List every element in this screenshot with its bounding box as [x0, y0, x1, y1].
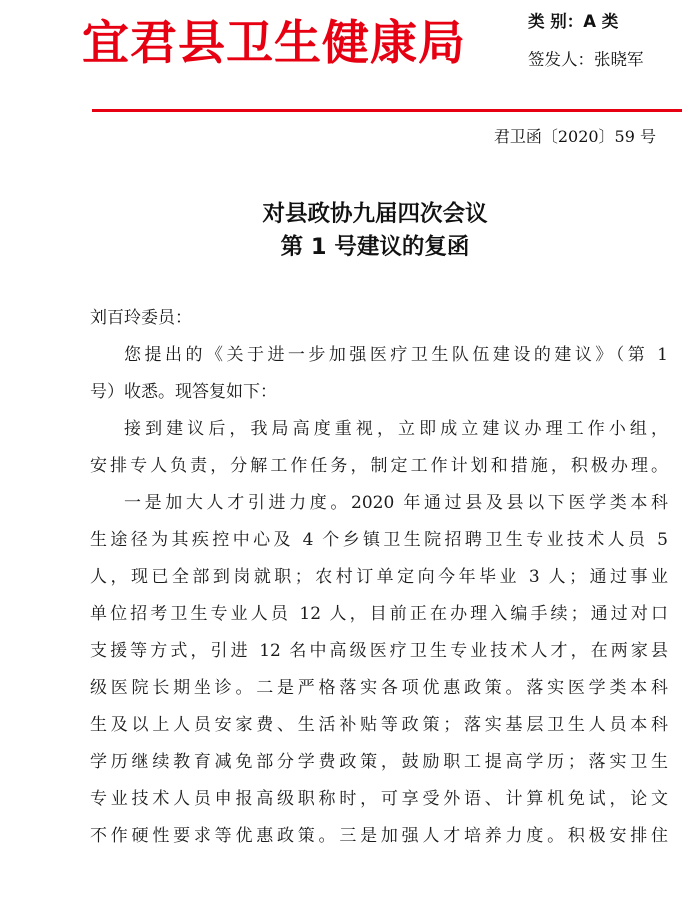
body-line: 学历继续教育减免部分学费政策，鼓励职工提高学历；落实卫生 [90, 752, 668, 772]
salutation: 刘百玲委员： [90, 308, 192, 328]
body-line: 您提出的《关于进一步加强医疗卫生队伍建设的建议》（第 1 [124, 345, 668, 365]
body-line: 不作硬性要求等优惠政策。三是加强人才培养力度。积极安排住 [90, 826, 668, 846]
document-title-line-1: 对县政协九届四次会议 [262, 201, 488, 227]
document-signer: 签发人：张晓军 [528, 50, 644, 69]
body-line: 专业技术人员申报高级职称时，可享受外语、计算机免试，论文 [90, 789, 668, 809]
document-category: 类 别：A 类 [528, 12, 619, 31]
body-line: 生途径为其疾控中心及 4 个乡镇卫生院招聘卫生专业技术人员 5 [90, 530, 668, 550]
body-line: 生及以上人员安家费、生活补贴等政策；落实基层卫生人员本科 [90, 715, 668, 735]
body-line: 号）收悉。现答复如下： [90, 382, 277, 402]
document-number: 君卫函〔2020〕59 号 [493, 127, 656, 146]
body-line: 一是加大人才引进力度。2020 年通过县及县以下医学类本科 [124, 493, 668, 513]
header-red-rule [92, 109, 682, 112]
body-line: 人，现已全部到岗就职；农村订单定向今年毕业 3 人；通过事业 [90, 567, 668, 587]
body-line: 级医院长期坐诊。二是严格落实各项优惠政策。落实医学类本科 [90, 678, 668, 698]
document-title-line-2: 第 1 号建议的复函 [280, 234, 470, 260]
body-line: 安排专人负责，分解工作任务，制定工作计划和措施，积极办理。 [90, 456, 668, 476]
body-line: 单位招考卫生专业人员 12 人，目前正在办理入编手续；通过对口 [90, 604, 668, 624]
document-body [90, 300, 668, 855]
org-header-title: 宜君县卫生健康局 [82, 16, 466, 71]
body-line: 支援等方式，引进 12 名中高级医疗卫生专业技术人才，在两家县 [90, 641, 668, 661]
body-line: 接到建议后，我局高度重视，立即成立建议办理工作小组， [124, 419, 668, 439]
